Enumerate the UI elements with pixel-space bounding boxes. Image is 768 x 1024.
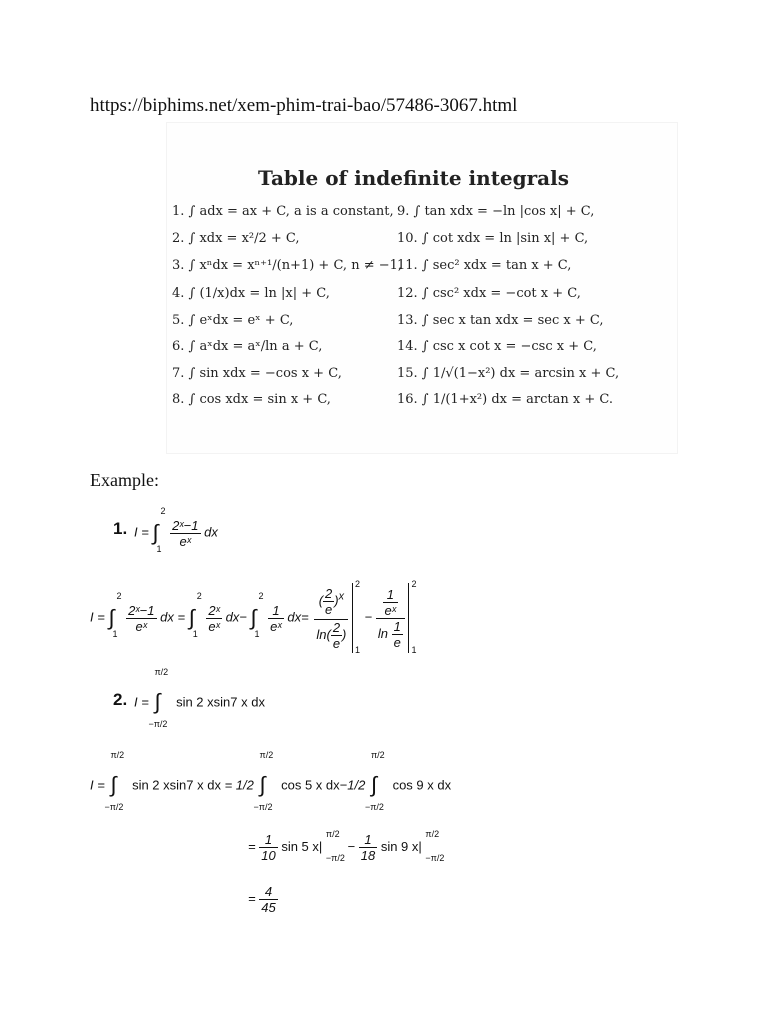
integral-sign: ∫ 2 1 — [250, 591, 264, 639]
term-1: sin 5 x| — [281, 838, 323, 854]
integral-sign: ∫ 2 1 — [152, 506, 166, 554]
example-1-number: 1. — [113, 519, 128, 538]
integral-sign: ∫ 2 1 — [108, 591, 122, 639]
denominator: ln( $\frac{2}{e}$ ) — [316, 619, 347, 651]
ln: ln — [377, 625, 388, 641]
numerator: 1 — [359, 832, 377, 848]
one: 1 — [383, 587, 399, 603]
upper-limit: 2 — [196, 591, 202, 601]
integral-sign: ∫ 2 1 — [188, 591, 202, 639]
example-1-expansion — [90, 579, 417, 655]
exponent: x — [338, 590, 345, 603]
minus: − — [239, 609, 247, 625]
eval-limits-2 — [425, 828, 445, 863]
table-title: Table of indefinite integrals — [258, 166, 569, 190]
ln: ln — [316, 626, 327, 642]
upper-limit: 2 — [355, 579, 361, 589]
evaluated-fraction-2 — [376, 587, 405, 650]
table-right-row-16: 16. ∫ 1/(1+x²) dx = arctan x + C. — [397, 392, 613, 407]
lower-limit: −π/2 — [364, 802, 384, 812]
fraction — [126, 603, 156, 634]
upper-limit: π/2 — [154, 667, 169, 677]
e: e — [393, 634, 401, 650]
equals: = — [248, 838, 256, 854]
denominator: 18 — [360, 848, 376, 863]
integrand: sin 2 xsin7 x dx — [176, 694, 265, 710]
table-left-row-3: 3. ∫ xⁿdx = xⁿ⁺¹/(n+1) + C, n ≠ −1, — [172, 258, 403, 273]
e: e — [325, 601, 333, 617]
two: 2 — [332, 619, 341, 635]
numerator: 4 — [259, 884, 277, 900]
ex1-upper: 2 — [160, 506, 166, 516]
ex1-lower: 1 — [156, 544, 162, 554]
lower-limit: 1 — [355, 645, 361, 655]
lower-limit: −π/2 — [253, 802, 273, 812]
upper-limit: π/2 — [259, 750, 274, 760]
denominator: 10 — [261, 848, 276, 863]
table-left-row-5: 5. ∫ eˣdx = eˣ + C, — [172, 313, 294, 328]
numerator: 1 — [259, 832, 277, 848]
half-coefficient: 1/2 — [347, 777, 366, 793]
table-left-row-7: 7. ∫ sin xdx = −cos x + C, — [172, 366, 342, 381]
integral-sign: ∫ π/2 −π/2 — [148, 667, 169, 729]
lower-limit: 1 — [254, 629, 260, 639]
numerator: 2ˣ — [208, 602, 220, 618]
ex1-numerator: 2ˣ−1 — [172, 517, 199, 533]
e: e — [332, 635, 341, 651]
term-2: sin 9 x| — [380, 838, 422, 854]
numerator — [376, 587, 405, 619]
table-right-row-12: 12. ∫ csc² xdx = −cot x + C, — [397, 286, 581, 301]
upper-limit: π/2 — [325, 828, 340, 839]
example-label: Example: — [90, 470, 159, 490]
lower-limit: 1 — [192, 629, 198, 639]
equals: = — [177, 609, 186, 625]
denominator: eˣ — [135, 618, 148, 634]
table-left-row-6: 6. ∫ aˣdx = aˣ/ln a + C, — [172, 339, 323, 354]
upper-limit: 2 — [116, 591, 122, 601]
term-1: cos 5 x dx — [281, 777, 340, 793]
table-right-row-11: 11. ∫ sec² xdx = tan x + C, — [397, 258, 572, 273]
half-coefficient: 1/2 — [235, 777, 254, 793]
example-2-number: 2. — [113, 690, 128, 709]
example-2-expansion — [90, 750, 452, 812]
upper-limit: π/2 — [370, 750, 385, 760]
numerator: 1 — [268, 603, 284, 619]
coefficient-2 — [359, 832, 377, 863]
lower-limit: −π/2 — [104, 802, 124, 812]
table-left-row-8: 8. ∫ cos xdx = sin x + C, — [172, 392, 331, 407]
minus: − — [347, 838, 356, 854]
denominator: 45 — [261, 900, 276, 915]
denominator: eˣ — [208, 618, 220, 634]
example-2-result — [248, 884, 278, 915]
table-right-row-15: 15. ∫ 1/√(1−x²) dx = arcsin x + C, — [397, 366, 620, 381]
eval-limits-1 — [325, 828, 345, 863]
equals: = — [248, 890, 256, 906]
lower-limit: −π/2 — [425, 852, 445, 863]
result-fraction — [259, 884, 277, 915]
table-left-row-2: 2. ∫ xdx = x²/2 + C, — [172, 231, 300, 246]
equals: = — [224, 777, 233, 793]
table-left-row-1: 1. ∫ adx = ax + C, a is a constant, — [172, 204, 394, 219]
upper-limit: 2 — [258, 591, 264, 601]
lower-limit: −π/2 — [325, 852, 345, 863]
term-2: cos 9 x dx — [392, 777, 452, 793]
dx: dx — [287, 609, 302, 625]
lhs: I = — [90, 777, 105, 793]
ex1-lhs: I = — [134, 524, 149, 540]
example-2-equation — [134, 667, 265, 729]
table-right-row-10: 10. ∫ cot xdx = ln |sin x| + C, — [397, 231, 589, 246]
lower-limit: −π/2 — [148, 719, 168, 729]
minus: − — [339, 777, 348, 793]
integrand: sin 2 xsin7 x dx — [132, 777, 221, 793]
upper-limit: π/2 — [425, 828, 440, 839]
fraction — [268, 603, 284, 634]
upper-limit: π/2 — [110, 750, 125, 760]
two: 2 — [325, 585, 333, 601]
lower-limit: 1 — [112, 629, 118, 639]
denominator: eˣ — [270, 618, 282, 634]
source-url: https://biphims.net/xem-phim-trai-bao/57486-3067.html — [90, 95, 518, 116]
one: 1 — [393, 618, 401, 634]
dx: dx — [225, 609, 240, 625]
table-right-row-14: 14. ∫ csc x cot x = −csc x + C, — [397, 339, 597, 354]
eval-bar-2 — [408, 579, 417, 655]
lower-limit: 1 — [411, 645, 417, 655]
equals: = — [301, 609, 309, 625]
integral-sign: ∫ π/2 −π/2 — [253, 750, 274, 812]
eval-bar-1 — [352, 579, 361, 655]
coefficient-1 — [259, 832, 277, 863]
numerator: ( $\frac{2}{e}$ )$^x$ — [314, 586, 348, 620]
example-2-step-2 — [248, 828, 445, 863]
fraction — [206, 603, 222, 634]
table-right-row-13: 13. ∫ sec x tan xdx = sec x + C, — [397, 313, 604, 328]
e-x: eˣ — [384, 602, 397, 618]
integral-sign: ∫ π/2 −π/2 — [104, 750, 125, 812]
ex1-denominator: eˣ — [179, 533, 192, 549]
lhs: I = — [134, 694, 149, 710]
dx: dx — [160, 609, 174, 625]
numerator: 2ˣ−1 — [128, 602, 155, 618]
ex1-dx: dx — [204, 524, 218, 540]
upper-limit: 2 — [411, 579, 417, 589]
ex1-fraction — [170, 518, 200, 549]
table-left-row-4: 4. ∫ (1/x)dx = ln |x| + C, — [172, 286, 330, 301]
minus: − — [364, 609, 373, 625]
lhs: I = — [90, 609, 105, 625]
denominator — [376, 619, 405, 650]
evaluated-fraction-1 — [314, 586, 348, 651]
integral-sign: ∫ π/2 −π/2 — [364, 750, 385, 812]
example-1-equation — [134, 506, 218, 554]
table-right-row-9: 9. ∫ tan xdx = −ln |cos x| + C, — [397, 204, 595, 219]
